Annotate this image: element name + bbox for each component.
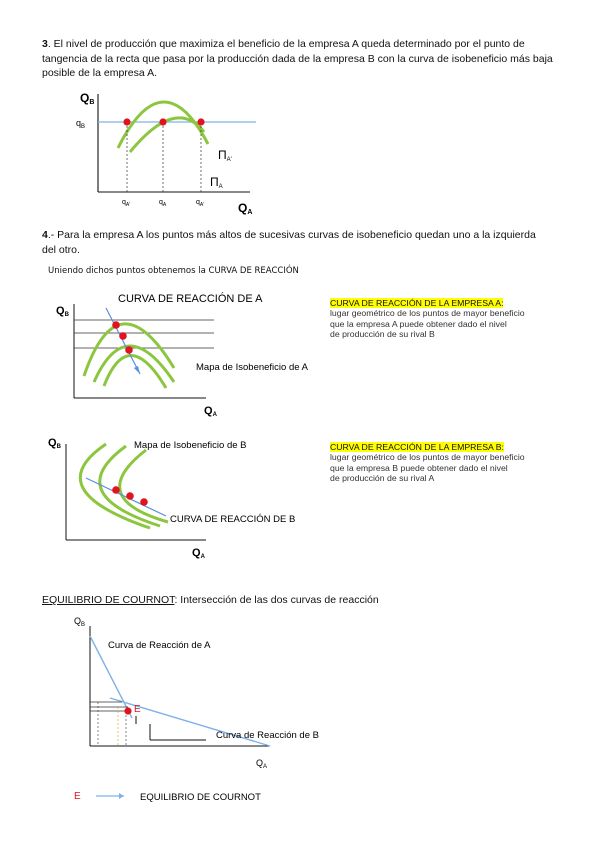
equilibrium-label: E [134, 704, 141, 715]
max-point [125, 346, 133, 354]
section-3-paragraph [42, 37, 562, 81]
note-b-heading: CURVA DE REACCIÓN DE LA EMPRESA B: [330, 442, 504, 452]
tick-label: $q_{A'}$ [122, 199, 131, 208]
isobenefit-curve-inner [130, 118, 204, 152]
isobenefit-curve [100, 446, 160, 526]
note-a-line: lugar geométrico de los puntos de mayor beneficio [330, 308, 525, 319]
tick-label: $q_A$ [159, 199, 167, 208]
cournot-text: : Intersección de las dos curvas de reacción [174, 594, 379, 606]
equilibrium-point [124, 707, 131, 714]
x-axis-label: QA [238, 201, 253, 216]
note-reaction-a [330, 298, 570, 340]
figure-reaction-a [46, 288, 346, 422]
pi-prime-label: ΠA' [218, 148, 232, 163]
y-axis-label: QB [48, 437, 61, 450]
tangency-point [159, 118, 166, 125]
section-4-paragraph [42, 228, 542, 257]
cournot-line [42, 593, 379, 608]
map-b-label: Mapa de Isobeneficio de B [134, 440, 247, 451]
tangency-point [197, 118, 204, 125]
max-point [119, 332, 127, 340]
intro-line: Uniendo dichos puntos obtenemos la CURVA DE REACCIÓN [48, 266, 299, 276]
map-a-label: Mapa de Isobeneficio de A [196, 362, 308, 373]
reaction-b-title: CURVA DE REACCIÓN DE B [170, 514, 296, 525]
y-axis-label: QB [80, 91, 95, 106]
max-point [140, 498, 148, 506]
note-a-heading: CURVA DE REACCIÓN DE LA EMPRESA A: [330, 298, 504, 308]
qb-label: $q_B$ [76, 118, 86, 130]
reaction-a-title: CURVA DE REACCIÓN DE A [118, 293, 263, 305]
cournot-heading: EQUILIBRIO DE COURNOT [42, 594, 175, 606]
section-3-number: 3 [42, 38, 48, 50]
curve-a-label: Curva de Reacción de A [108, 640, 211, 651]
section-3-text: . El nivel de producción que maximiza el beneficio de la empresa A queda determinado por el punto de tangencia de la recta que pasa por la producción dada de la empresa B con la curva de isobeneficio más baja posible de la empresa A. [42, 38, 553, 79]
x-axis-label: QA [192, 547, 205, 560]
tangency-point [123, 118, 130, 125]
max-point [112, 321, 120, 329]
x-axis-label: QA [204, 405, 217, 418]
figure-cournot [70, 612, 370, 812]
section-4-text: .- Para la empresa A los puntos más altos de sucesivas curvas de isobeneficio quedan uno a la izquierda del otro. [42, 229, 536, 256]
section-4-number: 4 [42, 229, 48, 241]
figure-tangency [70, 86, 270, 218]
y-axis-label: $Q_B$ [74, 616, 86, 628]
note-a-line: de producción de su rival B [330, 329, 435, 340]
legend-e: E [74, 791, 81, 802]
figure-reaction-b [46, 430, 346, 565]
curve-b-label: Curva de Reacción de B [216, 730, 319, 741]
x-axis-label: $Q_A$ [256, 758, 268, 770]
note-reaction-b [330, 442, 570, 484]
max-point [126, 492, 134, 500]
note-a-line: que la empresa A puede obtener dado el nivel [330, 318, 507, 329]
tick-label: $q_{A'}$ [196, 199, 205, 208]
note-b-line: de producción de su rival A [330, 473, 435, 484]
y-axis-label: QB [56, 305, 69, 318]
note-b-line: lugar geométrico de los puntos de mayor beneficio [330, 452, 525, 463]
pi-label: ΠA [210, 175, 223, 190]
note-b-line: que la empresa B puede obtener dado el nivel [330, 462, 508, 473]
legend-text: EQUILIBRIO DE COURNOT [140, 792, 261, 803]
max-point [112, 486, 120, 494]
reaction-curve-b [86, 478, 166, 516]
reaction-curve-a [106, 308, 140, 374]
